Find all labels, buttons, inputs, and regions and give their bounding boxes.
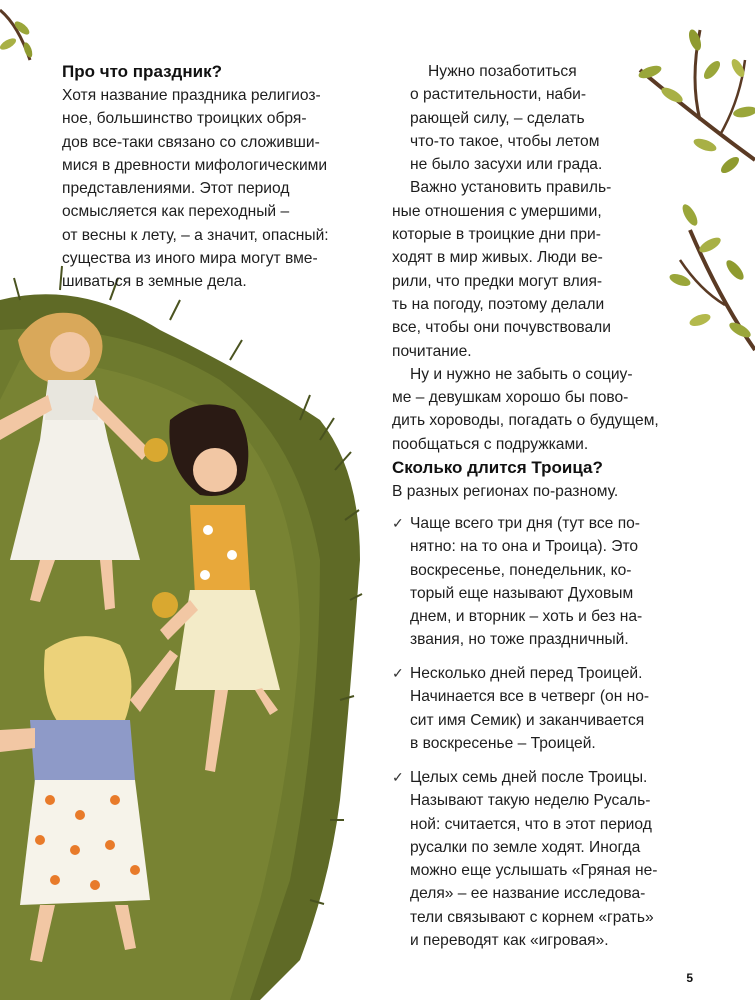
- text-line: ные отношения с умершими,: [392, 202, 602, 220]
- text-line: воскресенье, понедельник, ко-: [410, 561, 632, 579]
- text-line: шиваться в земные дела.: [62, 273, 247, 291]
- paragraph: [392, 176, 692, 362]
- section-about-holiday: [62, 60, 362, 294]
- text-line: рающей силу, – сделать: [410, 109, 585, 127]
- text-line: пообщаться с подружками.: [392, 435, 589, 453]
- text-line: не было засухи или града.: [410, 156, 603, 174]
- text-line: русалки по земле ходят. Иногда: [410, 838, 641, 856]
- text-line: представлениями. Этот период: [62, 180, 290, 198]
- text-line: в воскресенье – Троицей.: [410, 734, 596, 752]
- text-line: почитание.: [392, 342, 472, 360]
- section-duration: [392, 456, 692, 503]
- text-line: и переводят как «игровая».: [410, 932, 609, 950]
- text-line: все, чтобы они почувствовали: [392, 319, 611, 337]
- paragraph: [62, 84, 362, 294]
- check-icon: ✓: [392, 515, 404, 531]
- text-line: Начинается все в четверг (он но-: [410, 688, 650, 706]
- text-line: мися в древности мифологическими: [62, 156, 328, 174]
- list-item-text: [410, 512, 702, 652]
- text-line: от весны к лету, – а значит, опасный:: [62, 226, 329, 244]
- section-intro: В разных регионах по-разному.: [392, 483, 619, 500]
- text-line: осмысляется как переходный –: [62, 203, 290, 221]
- text-line: тели связывают с корнем «грать»: [410, 908, 654, 926]
- branch-top-left-icon: [0, 10, 34, 60]
- text-line: ть на погоду, поэтому делали: [392, 295, 605, 313]
- text-line: ной: считается, что в этот период: [410, 815, 652, 833]
- text-line: Целых семь дней после Троицы.: [410, 769, 648, 786]
- text-line: звания, но тоже праздничный.: [410, 631, 629, 649]
- right-column-text: [392, 60, 692, 456]
- text-line: ме – девушкам хорошо бы пово-: [392, 389, 629, 407]
- section-heading: Про что праздник?: [62, 62, 222, 81]
- text-line: деля» – ее название исследова-: [410, 885, 646, 903]
- paragraph: [392, 60, 692, 176]
- text-line: Несколько дней перед Троицей.: [410, 665, 643, 682]
- text-line: дов все-таки связано со сложивши-: [62, 133, 320, 151]
- text-line: которые в троицкие дни при-: [392, 226, 601, 244]
- list-item-text: [410, 766, 702, 952]
- text-line: что-то такое, чтобы летом: [410, 132, 600, 150]
- paragraph: [392, 363, 692, 456]
- text-line: ходят в мир живых. Люди ве-: [392, 249, 603, 267]
- check-icon: ✓: [392, 665, 404, 681]
- text-line: Хотя название праздника религиоз-: [62, 87, 321, 104]
- text-line: дить хороводы, погадать о будущем,: [392, 412, 659, 430]
- text-line: ное, большинство троицких обря-: [62, 110, 307, 128]
- text-line: о растительности, наби-: [410, 86, 587, 104]
- text-line: рили, что предки могут влия-: [392, 272, 603, 290]
- text-line: Ну и нужно не забыть о социу-: [410, 365, 633, 383]
- text-line: Чаще всего три дня (тут все по-: [410, 515, 640, 532]
- text-line: торый еще называют Духовым: [410, 584, 634, 602]
- text-line: Нужно позаботиться: [428, 63, 577, 80]
- text-line: существа из иного мира могут вме-: [62, 250, 318, 268]
- check-icon: ✓: [392, 769, 404, 785]
- text-line: нятно: на то она и Троица). Это: [410, 538, 639, 556]
- text-line: можно еще услышать «Гряная не-: [410, 862, 658, 880]
- text-line: сит имя Семик) и заканчивается: [410, 711, 645, 729]
- section-heading: Сколько длится Троица?: [392, 458, 603, 477]
- page-number: 5: [686, 971, 693, 985]
- text-line: Важно установить правиль-: [410, 179, 612, 197]
- text-line: Называют такую неделю Русаль-: [410, 792, 651, 810]
- text-line: днем, и вторник – хоть и без на-: [410, 608, 643, 626]
- list-item-text: [410, 662, 702, 755]
